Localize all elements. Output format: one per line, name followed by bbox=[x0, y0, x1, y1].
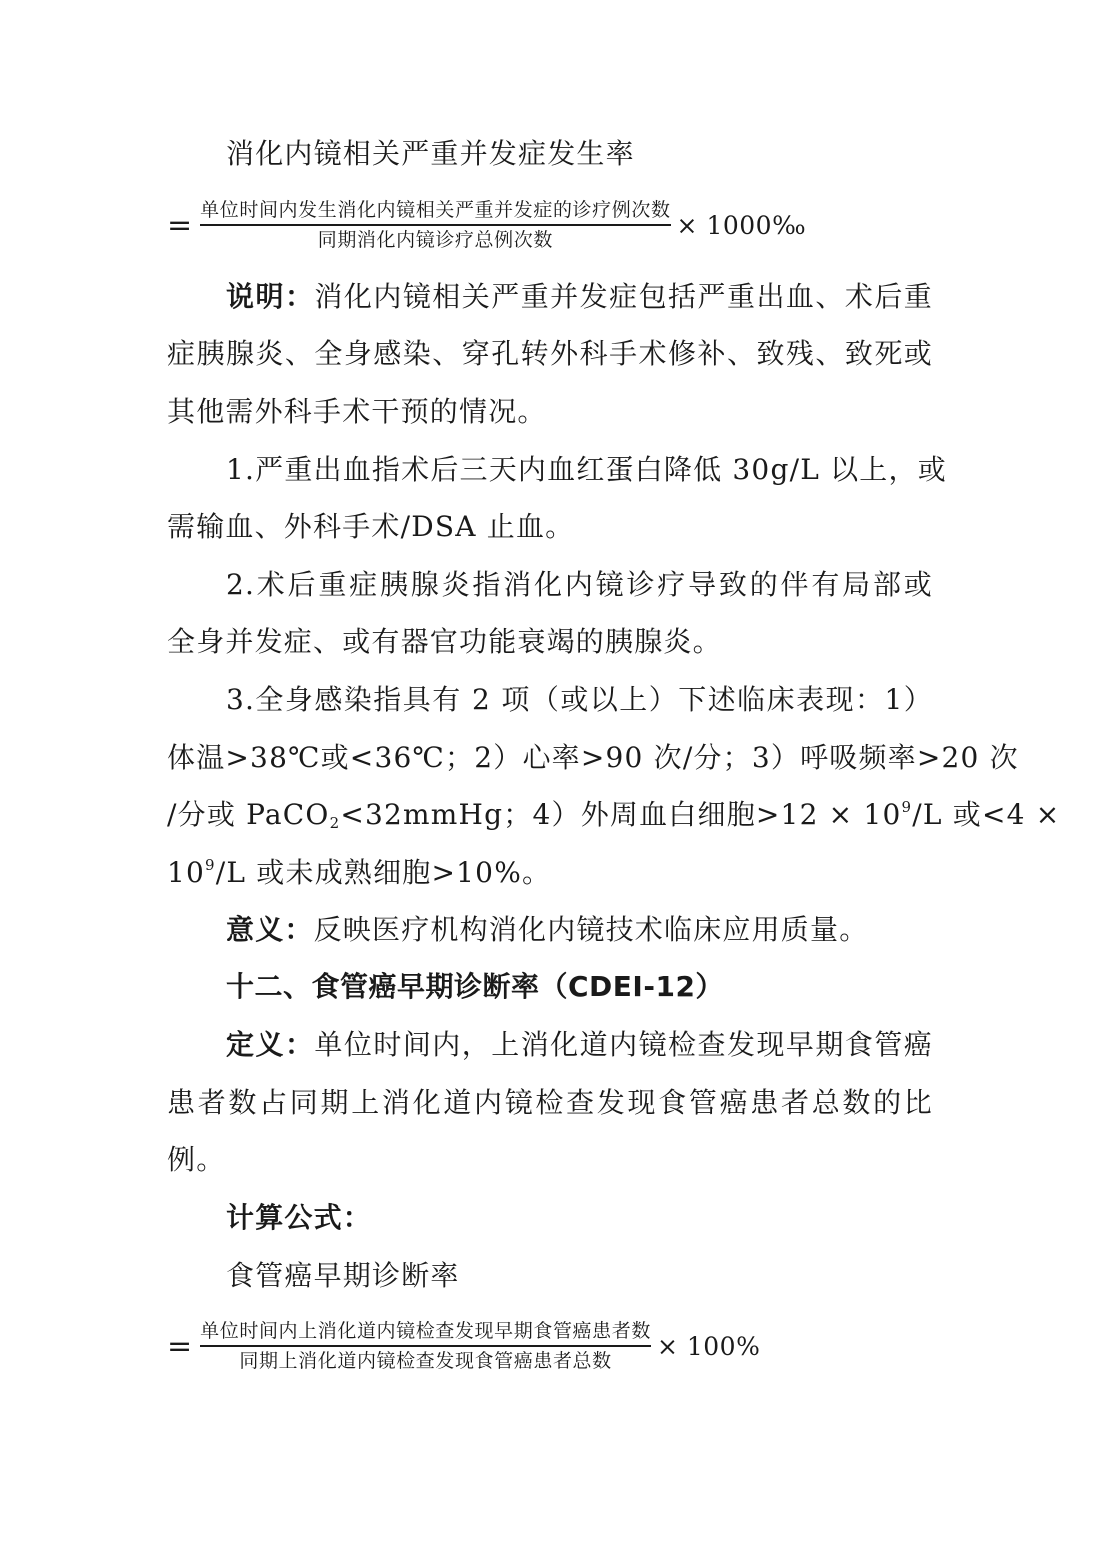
formula1-denominator: 同期消化内镜诊疗总例次数 bbox=[317, 229, 553, 251]
exponent-superscript-2: 9 bbox=[205, 856, 216, 874]
formula2 bbox=[167, 1318, 760, 1374]
formula2-label: 食管癌早期诊断率 bbox=[226, 1259, 460, 1292]
formula1-label: 消化内镜相关严重并发症发生率 bbox=[226, 137, 635, 170]
item3-line-4-part-a: 10 bbox=[167, 856, 206, 889]
significance-label: 意义： bbox=[226, 913, 314, 946]
definition-text-1: 单位时间内，上消化道内镜检查发现早期食管癌 bbox=[314, 1028, 934, 1061]
definition-line-1 bbox=[226, 1025, 933, 1065]
item2-line-1: 2.术后重症胰腺炎指消化内镜诊疗导致的伴有局部或 bbox=[226, 568, 933, 601]
formula2-equals: = bbox=[167, 1328, 193, 1364]
formula1-multiplier: × 1000‰ bbox=[676, 210, 807, 240]
explanation-text-1: 消化内镜相关严重并发症包括严重出血、术后重 bbox=[314, 280, 934, 313]
item3-line-3 bbox=[167, 795, 1061, 835]
definition-line-2: 患者数占同期上消化道内镜检查发现食管癌患者总数的比 bbox=[167, 1086, 933, 1119]
calc-label: 计算公式： bbox=[226, 1201, 373, 1234]
explanation-line-3: 其他需外科手术干预的情况。 bbox=[167, 395, 547, 428]
item3-line-3-part-c: /L 或<4 × bbox=[912, 798, 1061, 831]
definition-label: 定义： bbox=[226, 1028, 315, 1061]
item2-line-2: 全身并发症、或有器官功能衰竭的胰腺炎。 bbox=[167, 625, 722, 658]
formula2-fraction bbox=[200, 1318, 651, 1374]
formula2-denominator: 同期上消化道内镜检查发现食管癌患者总数 bbox=[239, 1350, 612, 1372]
formula1-fraction bbox=[200, 197, 670, 253]
item1-line-2: 需输血、外科手术/DSA 止血。 bbox=[167, 510, 575, 543]
formula1-numerator: 单位时间内发生消化内镜相关严重并发症的诊疗例次数 bbox=[200, 199, 671, 221]
formula1-fraction-bar bbox=[200, 224, 670, 226]
formula2-fraction-bar bbox=[200, 1345, 651, 1347]
explanation-line-2: 症胰腺炎、全身感染、穿孔转外科手术修补、致残、致死或 bbox=[167, 337, 933, 370]
co2-subscript: 2 bbox=[329, 814, 341, 832]
formula1-equals: = bbox=[167, 207, 193, 243]
formula2-multiplier: × 100% bbox=[656, 1331, 761, 1361]
item3-line-4 bbox=[167, 853, 933, 893]
item3-line-3-part-b: <32mmHg；4）外周血白细胞>12 × 10 bbox=[340, 798, 902, 831]
item3-line-4-part-b: /L 或未成熟细胞>10%。 bbox=[215, 856, 552, 889]
section-heading: 十二、食管癌早期诊断率（CDEI-12） bbox=[226, 970, 724, 1003]
item3-line-3-part-a: /分或 PaCO bbox=[167, 798, 330, 831]
item3-line-1: 3.全身感染指具有 2 项（或以上）下述临床表现：1） bbox=[226, 683, 933, 716]
definition-line-3: 例。 bbox=[167, 1143, 226, 1176]
exponent-superscript: 9 bbox=[901, 798, 913, 816]
significance-text: 反映医疗机构消化内镜技术临床应用质量。 bbox=[313, 913, 869, 946]
item3-line-2: 体温>38℃或<36℃；2）心率>90 次/分；3）呼吸频率>20 次 bbox=[167, 741, 1019, 774]
explanation-line-1 bbox=[226, 277, 933, 317]
formula2-numerator: 单位时间内上消化道内镜检查发现早期食管癌患者数 bbox=[200, 1320, 651, 1342]
explanation-label: 说明： bbox=[226, 280, 315, 313]
item1-line-1: 1.严重出血指术后三天内血红蛋白降低 30g/L 以上，或 bbox=[226, 453, 947, 486]
formula1 bbox=[167, 197, 806, 253]
significance-line bbox=[226, 910, 933, 950]
